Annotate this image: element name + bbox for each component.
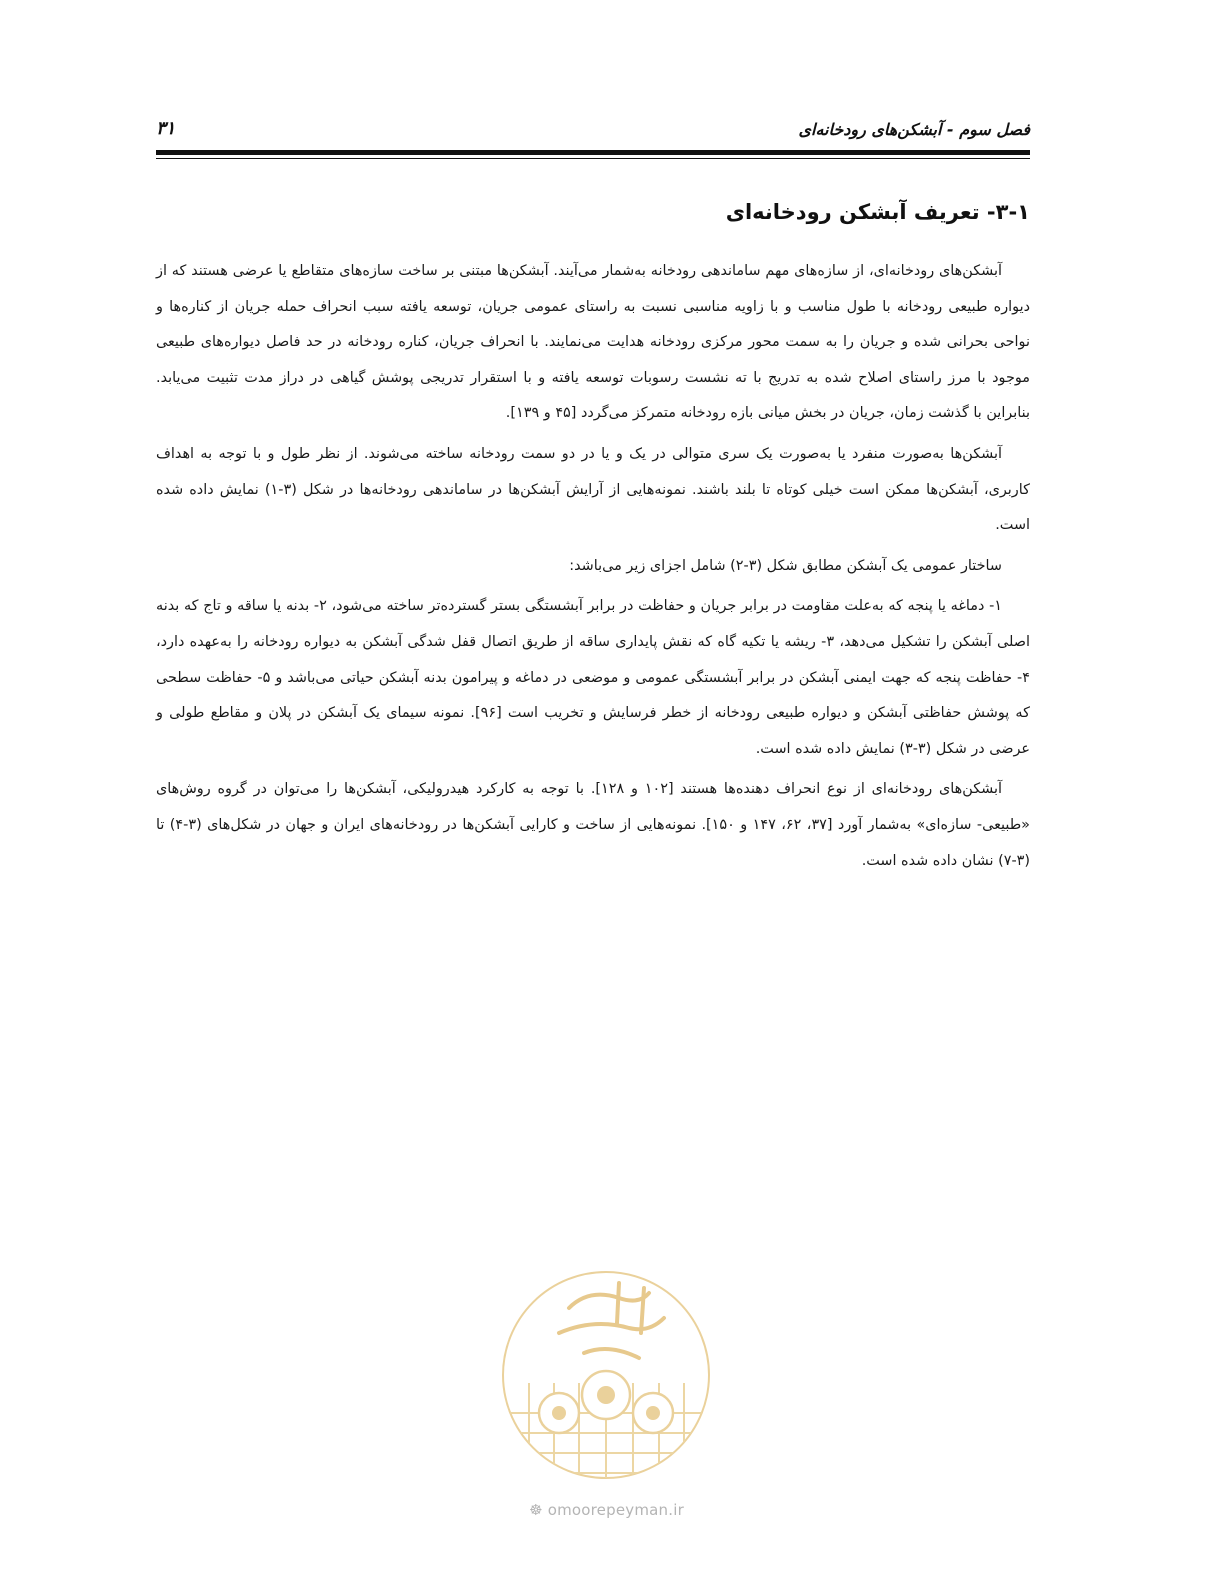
paragraph-3: ساختار عمومی یک آبشکن مطابق شکل (۳-۲) شامل اجزای زیر می‌باشد: <box>569 557 1002 574</box>
watermark-url: ☸ omoorepeyman.ir <box>529 1501 684 1519</box>
running-header <box>156 118 1030 148</box>
paragraph-2: آبشکن‌ها به‌صورت منفرد یا به‌صورت یک سری متوالی در یک و یا در دو سمت رودخانه ساخته می‌شوند. از نظر طول و با توجه به اهداف کاربری، آبشکن‌ها ممکن است خیلی کوتاه تا بلند باشند. نمونه‌هایی از آرایش آبشکن‌ها در ساماندهی رودخانه‌ها در شکل (۳-۱) نمایش داده شده است. <box>156 445 1030 534</box>
body-text <box>156 254 1030 884</box>
watermark <box>499 1263 714 1523</box>
header-rule-thin <box>156 158 1030 159</box>
header-rule <box>156 150 1030 155</box>
section-heading: ۳-۱- تعریف آبشکن رودخانه‌ای <box>725 200 1030 224</box>
watermark-logo-icon <box>499 1263 714 1493</box>
paragraph-1: آبشکن‌های رودخانه‌ای، از سازه‌های مهم ساماندهی رودخانه به‌شمار می‌آیند. آبشکن‌ها مبتنی بر ساخت سازه‌های متقاطع یا عرضی هستند که از دیواره طبیعی رودخانه با طول مناسب و با زاویه مناسبی نسبت به راستای عمومی جریان، توسعه یافته سبب انحراف حمله جریان از کناره‌ها و نواحی بحرانی شده و جریان را به سمت محور مرکزی رودخانه هدایت می‌نمایند. با انحراف جریان، کناره رودخانه در حد فاصل دیواره‌های طبیعی موجود با مرز راستای اصلاح شده به تدریج با ته نشست رسوبات توسعه یافته و با استقرار تدریجی پوشش گیاهی در دراز مدت تثبیت می‌یابد. بنابراین با گذشت زمان، جریان در بخش میانی بازه رودخانه متمرکز می‌گردد [۴۵ و ۱۳۹]. <box>156 263 1030 422</box>
paragraph-5: آبشکن‌های رودخانه‌ای از نوع انحراف دهنده‌ها هستند [۱۰۲ و ۱۲۸]. با توجه به کارکرد هیدرولیکی، آبشکن‌ها را می‌توان در گروه روش‌های «طبیعی- سازه‌ای» به‌شمار آورد [۳۷، ۶۲، ۱۴۷ و ۱۵۰]. نمونه‌هایی از ساخت و کارایی آبشکن‌ها در رودخانه‌های ایران و جهان در شکل‌های (۳-۴) تا (۳-۷) نشان داده شده است. <box>156 781 1030 869</box>
paragraph-4: ۱- دماغه یا پنجه که به‌علت مقاومت در برابر جریان و حفاظت در برابر آبشستگی بستر گسترده‌تر ساخته می‌شود، ۲- بدنه یا ساقه و تاج که بدنه اصلی آبشکن را تشکیل می‌دهد، ۳- ریشه یا تکیه گاه که نقش پایداری ساقه از طریق اتصال قفل شدگی آبشکن به دیواره رودخانه را به‌عهده دارد، ۴- حفاظت پنجه که جهت ایمنی آبشکن در برابر آبشستگی عمومی و موضعی در دماغه و پیرامون بدنه آبشکن حیاتی می‌باشد و ۵- حفاظت سطحی که پوشش حفاظتی آبشکن و دیواره طبیعی رودخانه از خطر فرسایش و تخریب است [۹۶]. نمونه سیمای یک آبشکن در پلان و مقاطع طولی و عرضی در شکل (۳-۳) نمایش داده شده است. <box>156 598 1031 757</box>
page-number: ۳۱ <box>156 118 176 139</box>
watermark-url-text: omoorepeyman.ir <box>547 1501 684 1519</box>
chapter-title: فصل سوم - آبشکن‌های رودخانه‌ای <box>798 120 1030 139</box>
